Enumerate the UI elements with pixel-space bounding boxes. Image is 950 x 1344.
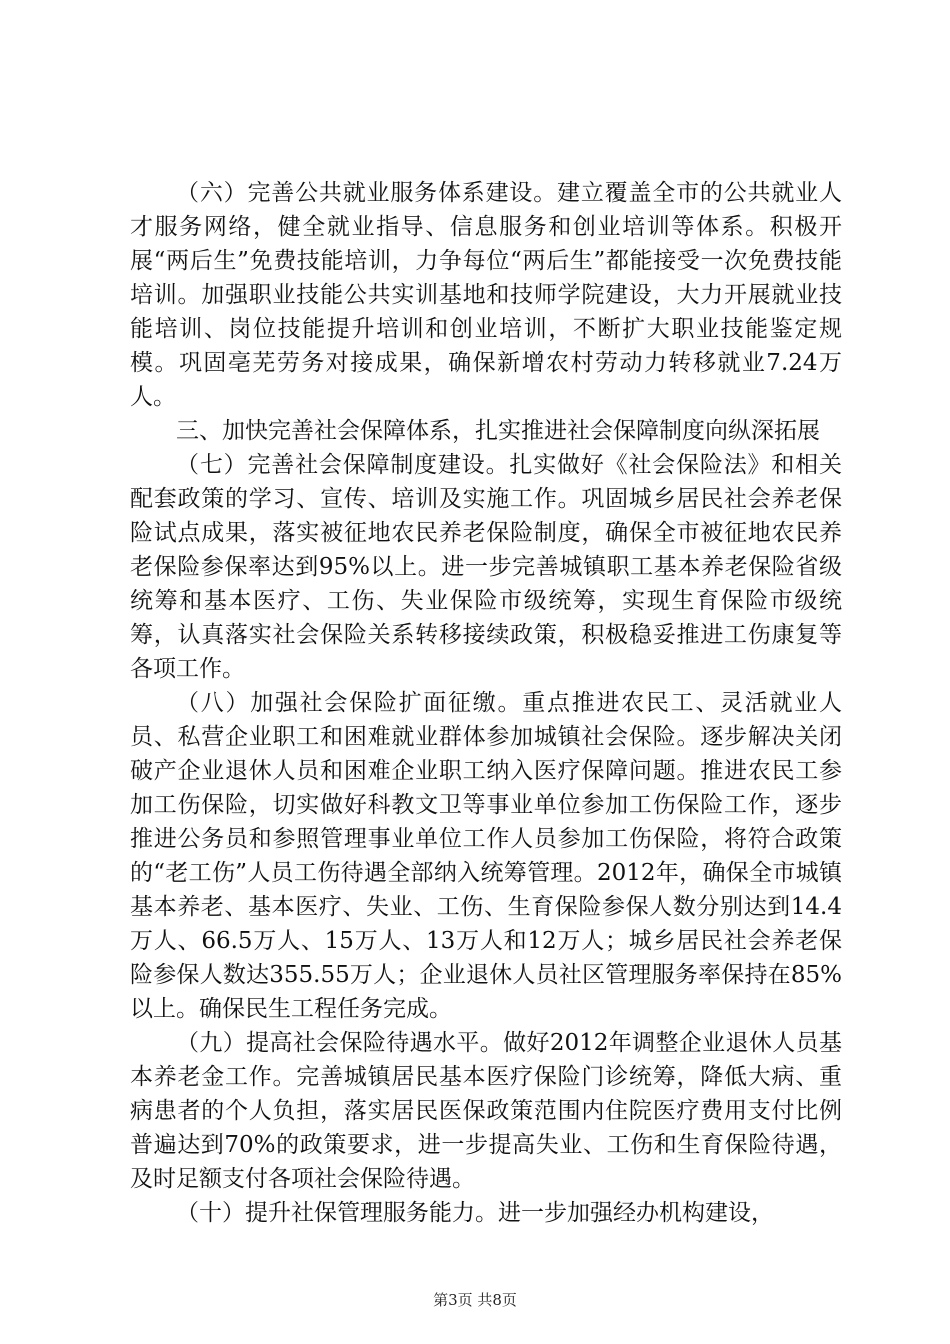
section-heading-social-security: 三、加快完善社会保障体系，扎实推进社会保障制度向纵深拓展: [176, 418, 820, 444]
page-number-footer: 第3页 共8页: [433, 1291, 517, 1309]
paragraph-insurance-benefits: （九）提高社会保险待遇水平。做好2012年调整企业退休人员基本养老金工作。完善城镇居民基本医疗保险门诊统筹，降低大病、重病患者的个人负担，落实居民医保政策范围内住院医疗费用支付比例普遍达到70%的政策要求，进一步提高失业、工伤和生育保险待遇，及时足额支付各项社会保险待遇。: [130, 1030, 842, 1192]
paragraph-management-services: （十）提升社保管理服务能力。进一步加强经办机构建设，: [176, 1200, 774, 1226]
document-body: [130, 176, 842, 1230]
paragraph-insurance-expansion: （八）加强社会保险扩面征缴。重点推进农民工、灵活就业人员、私营企业职工和困难就业群体参加城镇社会保险。逐步解决关闭破产企业退休人员和困难企业职工纳入医疗保障问题。推进农民工参加工伤保险，切实做好科教文卫等事业单位参加工伤保险工作，逐步推进公务员和参照管理事业单位工作人员参加工伤保险，将符合政策的“老工伤”人员工伤待遇全部纳入统筹管理。2012年，确保全市城镇基本养老、基本医疗、失业、工伤、生育保险参保人数分别达到14.4万人、66.5万人、15万人、13万人和12万人；城乡居民社会养老保险参保人数达355.55万人；企业退休人员社区管理服务率保持在85%以上。确保民生工程任务完成。: [130, 690, 842, 1022]
paragraph-social-security-system: （七）完善社会保障制度建设。扎实做好《社会保险法》和相关配套政策的学习、宣传、培训及实施工作。巩固城乡居民社会养老保险试点成果，落实被征地农民养老保险制度，确保全市被征地农民养老保险参保率达到95%以上。进一步完善城镇职工基本养老保险省级统筹和基本医疗、工伤、失业保险市级统筹，实现生育保险市级统筹，认真落实社会保险关系转移接续政策，积极稳妥推进工伤康复等各项工作。: [130, 452, 842, 682]
paragraph-employment-services: （六）完善公共就业服务体系建设。建立覆盖全市的公共就业人才服务网络，健全就业指导、信息服务和创业培训等体系。积极开展“两后生”免费技能培训，力争每位“两后生”都能接受一次免费技能培训。加强职业技能公共实训基地和技师学院建设，大力开展就业技能培训、岗位技能提升培训和创业培训，不断扩大职业技能鉴定规模。巩固亳芜劳务对接成果，确保新增农村劳动力转移就业7.24万人。: [130, 180, 842, 410]
